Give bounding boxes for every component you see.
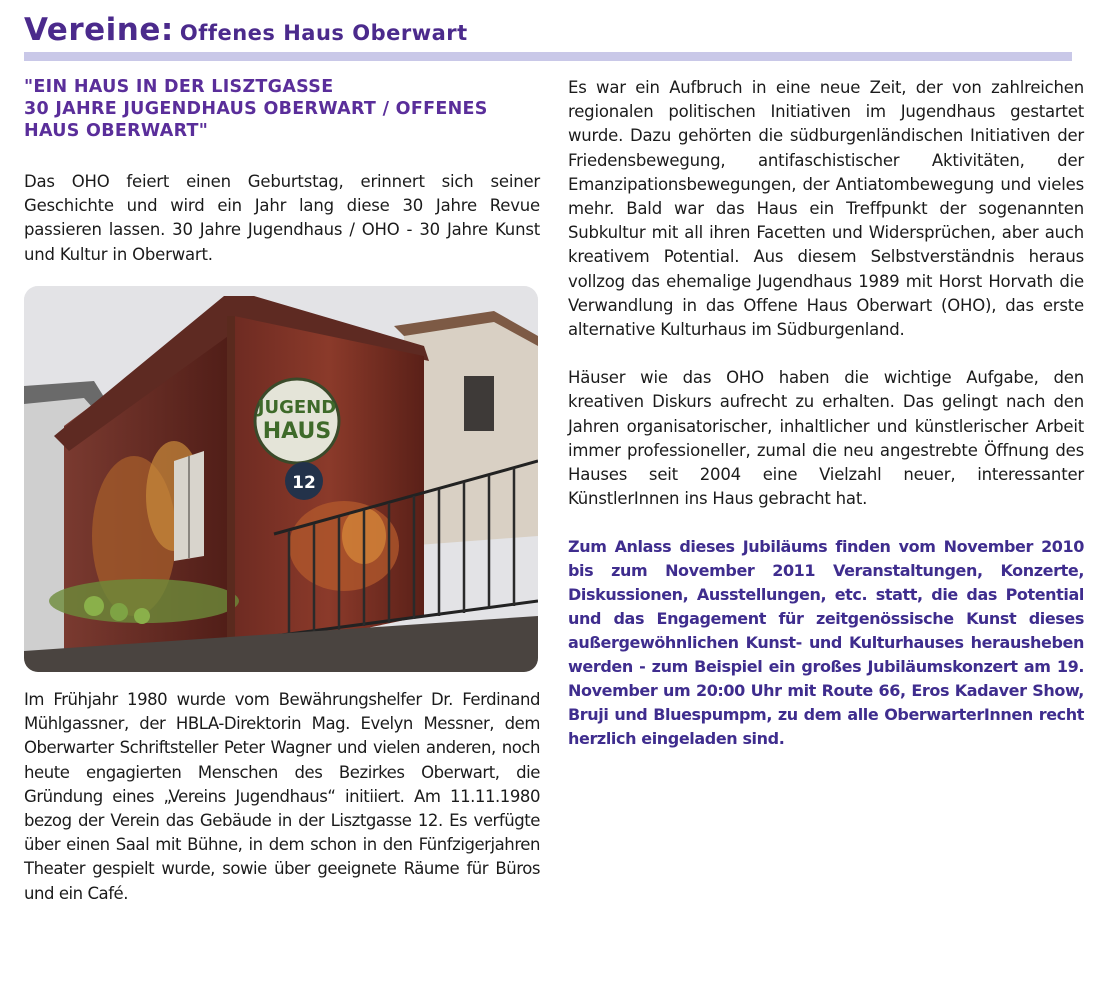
history-paragraph: Im Frühjahr 1980 wurde vom Bewährungshelfer Dr. Ferdinand Mühlgassner, der HBLA-Direktorin Mag. Evelyn Messner, dem Oberwarter Schriftsteller Peter Wagner und vielen anderen, noch heute engagierten Menschen des Bezirkes Oberwart, die Gründung eines „Vereins Jugendhaus“ initiiert. Am 11.11.1980 bezog der Verein das Gebäude in der Lisztgasse 12. Es verfügte über einen Saal mit Bühne, in dem schon in den Fünfzigerjahren Theater gespielt wurde, sowie über geeignete Räume für Büros und ein Café. (24, 690, 540, 903)
section-title: Offenes Haus Oberwart (179, 21, 468, 45)
article-subtitle (24, 76, 540, 142)
subtitle-line: "EIN HAUS IN DER LISZTGASSE (24, 77, 334, 97)
subtitle-line: HAUS OBERWART" (24, 121, 209, 141)
left-column (24, 76, 540, 903)
right-column (568, 76, 1084, 751)
subtitle-line: 30 JAHRE JUGENDHAUS OBERWART / OFFENES (24, 99, 488, 119)
section-label: Vereine: (24, 12, 174, 48)
sign-text-jugend: JUGEND (257, 397, 337, 418)
haeuser-paragraph: Häuser wie das OHO haben die wichtige Aufgabe, den kreativen Diskurs aufrecht zu erhalten. Das gelingt nach den Jahren organisatorischer, inhaltlicher und künstlerischer Arbeit immer professioneller, zumal die neu angestrebte Öffnung des Hauses seit 2004 eine Vielzahl neuer, interessanter KünstlerInnen ins Haus gebracht hat. (568, 368, 1084, 509)
jugendhaus-photo (24, 286, 538, 672)
section-header (24, 12, 468, 48)
aufbruch-paragraph: Es war ein Aufbruch in eine neue Zeit, der von zahlreichen regionalen politischen Initiativen im Jugendhaus gestartet wurde. Dazu gehörten die südburgenländischen Initiativen der Friedensbewegung, antifaschistischer Aktivitäten, der Emanzipationsbewegungen, der Antiatombewegung und vieles mehr. Bald war das Haus ein Treffpunkt der sogenannten Subkultur mit all ihren Facetten und Widersprüchen, aber auch kreativem Potential. Aus diesem Selbstverständnis heraus vollzog das ehemalige Jugendhaus 1989 mit Horst Horvath die Verwandlung in das Offene Haus Oberwart (OHO), das erste alternative Kulturhaus im Südburgenland. (568, 78, 1084, 340)
header-rule (24, 52, 1072, 61)
intro-paragraph: Das OHO feiert einen Geburtstag, erinnert sich seiner Geschichte und wird ein Jahr lang diese 30 Jahre Revue passieren lassen. 30 Jahre Jugendhaus / OHO - 30 Jahre Kunst und Kultur in Oberwart. (24, 172, 540, 264)
house-number: 12 (292, 473, 316, 493)
building-illustration (24, 286, 538, 672)
jubilaeum-paragraph: Zum Anlass dieses Jubiläums finden vom November 2010 bis zum November 2011 Veranstaltungen, Konzerte, Diskussionen, Ausstellungen, etc. statt, die das Potential und das Engagement für zeitgenössische Kunst dieses außergewöhnlichen Kunst- und Kulturhauses herausheben werden - zum Beispiel ein großes Jubiläumskonzert am 19. November um 20:00 Uhr mit Route 66, Eros Kadaver Show, Bruji und Bluespumpm, zu dem alle OberwarterInnen recht herzlich eingeladen sind. (568, 537, 1084, 749)
sign-text-haus: HAUS (262, 419, 332, 444)
